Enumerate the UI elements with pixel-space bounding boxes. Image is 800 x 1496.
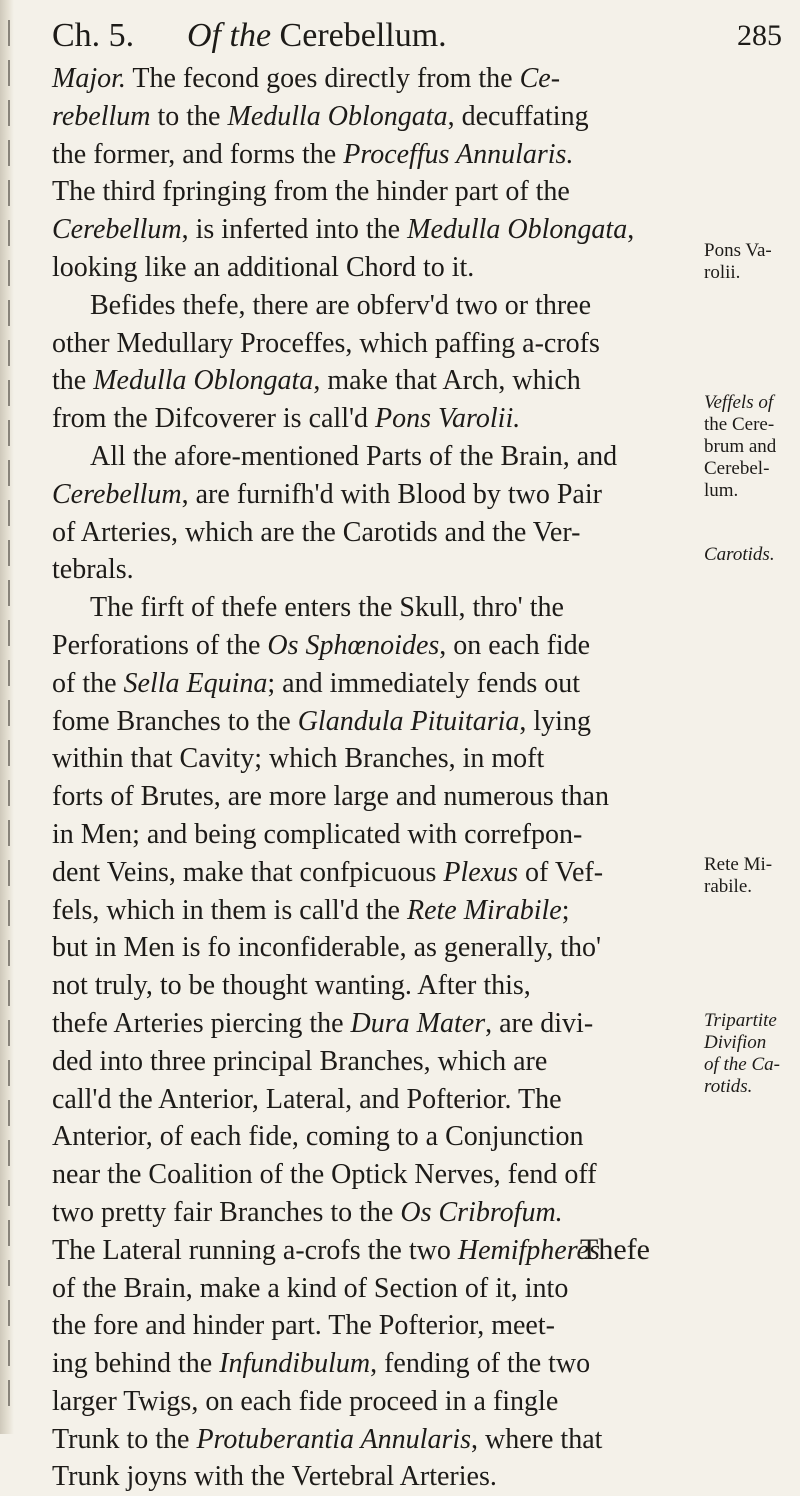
italic-term: Hemifpheres <box>457 1234 600 1266</box>
text-line <box>52 703 712 741</box>
margin-note-rete <box>704 854 800 898</box>
text-run: to the <box>150 100 228 132</box>
text-run: of the <box>52 667 124 699</box>
text-run: within that Cavity; which Branches, in moft <box>52 743 545 775</box>
italic-term: Sella Equina <box>123 667 268 699</box>
text-run: , are divi- <box>485 1007 594 1039</box>
text-line <box>52 60 712 98</box>
running-title-italic: Of the <box>187 17 272 54</box>
margin-note-line: Cerebel- <box>704 458 770 479</box>
text-line <box>52 362 712 400</box>
text-run: The firft of thefe enters the Skull, thro' the <box>90 592 564 624</box>
text-run: the fore and hinder part. The Pofterior, meet- <box>52 1310 555 1342</box>
text-run: , are furnifh'd with Blood by two Pair <box>181 478 602 510</box>
margin-note-pons <box>704 240 800 284</box>
margin-note-vessels <box>704 392 800 502</box>
text-run: but in Men is fo inconfiderable, as generally, tho' <box>52 932 602 964</box>
text-run: in Men; and being complicated with correfpon- <box>52 818 583 850</box>
text-line <box>52 1307 712 1345</box>
margin-note-carotids <box>704 544 800 566</box>
italic-term: Os Cribrofum. <box>400 1196 563 1228</box>
text-run: , on each fide <box>439 629 591 661</box>
text-line <box>52 1270 712 1308</box>
text-run: not truly, to be thought wanting. After this, <box>52 970 531 1002</box>
text-run: , decuffating <box>447 100 589 132</box>
text-line <box>52 1345 712 1383</box>
text-line <box>52 98 712 136</box>
text-run: Befides thefe, there are obferv'd two or three <box>90 289 592 321</box>
italic-term: Medulla Oblongata <box>93 365 314 397</box>
margin-note-line: Divifion <box>704 1032 767 1053</box>
text-run: , lying <box>519 705 591 737</box>
text-run: other Medullary Proceffes, which paffing a-crofs <box>52 327 600 359</box>
italic-term: Major. <box>52 63 126 94</box>
text-run: near the Coalition of the Optick Nerves, fend off <box>52 1159 597 1191</box>
margin-note-line: of the Ca- <box>704 1054 780 1075</box>
text-line <box>52 173 712 211</box>
body-text <box>52 60 712 1496</box>
italic-term: Rete Mirabile <box>406 894 562 926</box>
margin-note-line: Rete Mi- <box>704 854 773 875</box>
text-line <box>52 929 712 967</box>
text-run: The fecond goes directly from the <box>125 63 520 94</box>
text-run: The third fpringing from the hinder part of the <box>52 176 570 208</box>
text-line <box>52 854 712 892</box>
text-line <box>52 325 712 363</box>
text-line <box>52 1043 712 1081</box>
italic-term: rebellum <box>52 100 151 132</box>
text-line <box>52 1383 712 1421</box>
text-run: call'd the Anterior, Lateral, and Pofterior. The <box>52 1083 562 1115</box>
text-run: Trunk joyns with the Vertebral Arteries. <box>52 1461 497 1493</box>
margin-note-line: Pons Va- <box>704 240 772 261</box>
text-run: ded into three principal Branches, which are <box>52 1045 548 1077</box>
text-line <box>52 514 712 552</box>
text-run: thefe Arteries piercing the <box>52 1007 351 1039</box>
text-line <box>52 400 712 438</box>
text-line <box>52 249 712 287</box>
italic-term: Medulla Oblongata <box>407 214 628 246</box>
italic-term: Ce- <box>519 63 561 94</box>
margin-note-tripartite <box>704 1010 800 1098</box>
text-line <box>52 551 712 589</box>
text-run: of Arteries, which are the Carotids and the Ver- <box>52 516 581 548</box>
text-run: dent Veins, make that confpicuous <box>52 856 444 888</box>
italic-term: Os Sphœnoides <box>267 629 440 661</box>
text-line <box>52 816 712 854</box>
text-run: of the Brain, make a kind of Section of it, into <box>52 1272 569 1304</box>
text-run: ; and immediately fends out <box>267 667 580 699</box>
running-title-rest: Cerebellum. <box>279 17 447 54</box>
text-line <box>52 1118 712 1156</box>
text-run: forts of Brutes, are more large and numerous than <box>52 781 609 813</box>
text-run: ing behind the <box>52 1348 220 1380</box>
margin-note-line: rotids. <box>704 1076 753 1097</box>
text-line <box>52 1421 712 1459</box>
text-line <box>52 967 712 1005</box>
text-line <box>52 1156 712 1194</box>
italic-term: Cerebellum <box>52 478 182 510</box>
text-run: Trunk to the <box>52 1423 197 1455</box>
chapter-label: Ch. 5. <box>52 17 135 54</box>
text-run: tebrals. <box>52 554 134 586</box>
text-run: fels, which in them is call'd the <box>52 894 407 926</box>
italic-term: Dura Mater <box>350 1007 486 1039</box>
text-run: the former, and forms the <box>52 138 344 170</box>
italic-term: Pons Varolii. <box>375 403 521 435</box>
text-line <box>52 438 712 476</box>
text-line <box>52 1005 712 1043</box>
text-run: ; <box>561 894 570 926</box>
text-line <box>52 287 712 325</box>
text-run: Perforations of the <box>52 629 268 661</box>
margin-note-line: lum. <box>704 480 739 501</box>
text-line <box>52 665 712 703</box>
text-run: , where that <box>471 1423 603 1455</box>
text-line <box>52 476 712 514</box>
italic-term: Glandula Pituitaria <box>297 705 520 737</box>
text-run: fome Branches to the <box>52 705 298 737</box>
text-run: the <box>52 365 94 397</box>
text-run: All the afore-mentioned Parts of the Brain, and <box>90 440 618 472</box>
text-line <box>52 136 712 174</box>
italic-term: Protuberantia Annularis <box>196 1423 472 1455</box>
text-run: , <box>627 214 635 246</box>
text-run: two pretty fair Branches to the <box>52 1196 401 1228</box>
italic-term: Plexus <box>443 856 519 888</box>
text-run: Anterior, of each fide, coming to a Conjunction <box>52 1121 584 1153</box>
margin-note-line: brum and <box>704 436 777 457</box>
text-line <box>52 589 712 627</box>
margin-note-line: rolii. <box>704 262 741 283</box>
text-line <box>52 211 712 249</box>
text-run: , fending of the two <box>370 1348 591 1380</box>
italic-term: Proceffus Annularis. <box>343 138 574 170</box>
page-number: 285 <box>737 19 782 52</box>
text-run: looking like an additional Chord to it. <box>52 251 475 283</box>
text-run: , make that Arch, which <box>313 365 581 397</box>
margin-note-line: Carotids. <box>704 544 775 565</box>
italic-term: Medulla Oblongata <box>227 100 448 132</box>
text-run: The Lateral running a-crofs the two <box>52 1234 458 1266</box>
text-line <box>52 627 712 665</box>
text-line <box>52 778 712 816</box>
text-run: , is inferted into the <box>181 214 408 246</box>
italic-term: Infundibulum <box>219 1348 371 1380</box>
margin-note-line: Tripartite <box>704 1010 777 1031</box>
margin-note-line: Veffels of <box>704 392 774 413</box>
text-line <box>52 1194 712 1232</box>
margin-note-line: the Cere- <box>704 414 775 435</box>
margin-note-line: rabile. <box>704 876 753 897</box>
text-line <box>52 892 712 930</box>
text-line <box>52 1458 712 1496</box>
text-run: from the Difcoverer is call'd <box>52 403 376 435</box>
text-line <box>52 1081 712 1119</box>
italic-term: Cerebellum <box>52 214 182 246</box>
catchword: Thefe <box>580 1233 650 1266</box>
text-run: of Vef- <box>518 856 604 888</box>
text-line <box>52 740 712 778</box>
text-run: larger Twigs, on each fide proceed in a fingle <box>52 1385 559 1417</box>
